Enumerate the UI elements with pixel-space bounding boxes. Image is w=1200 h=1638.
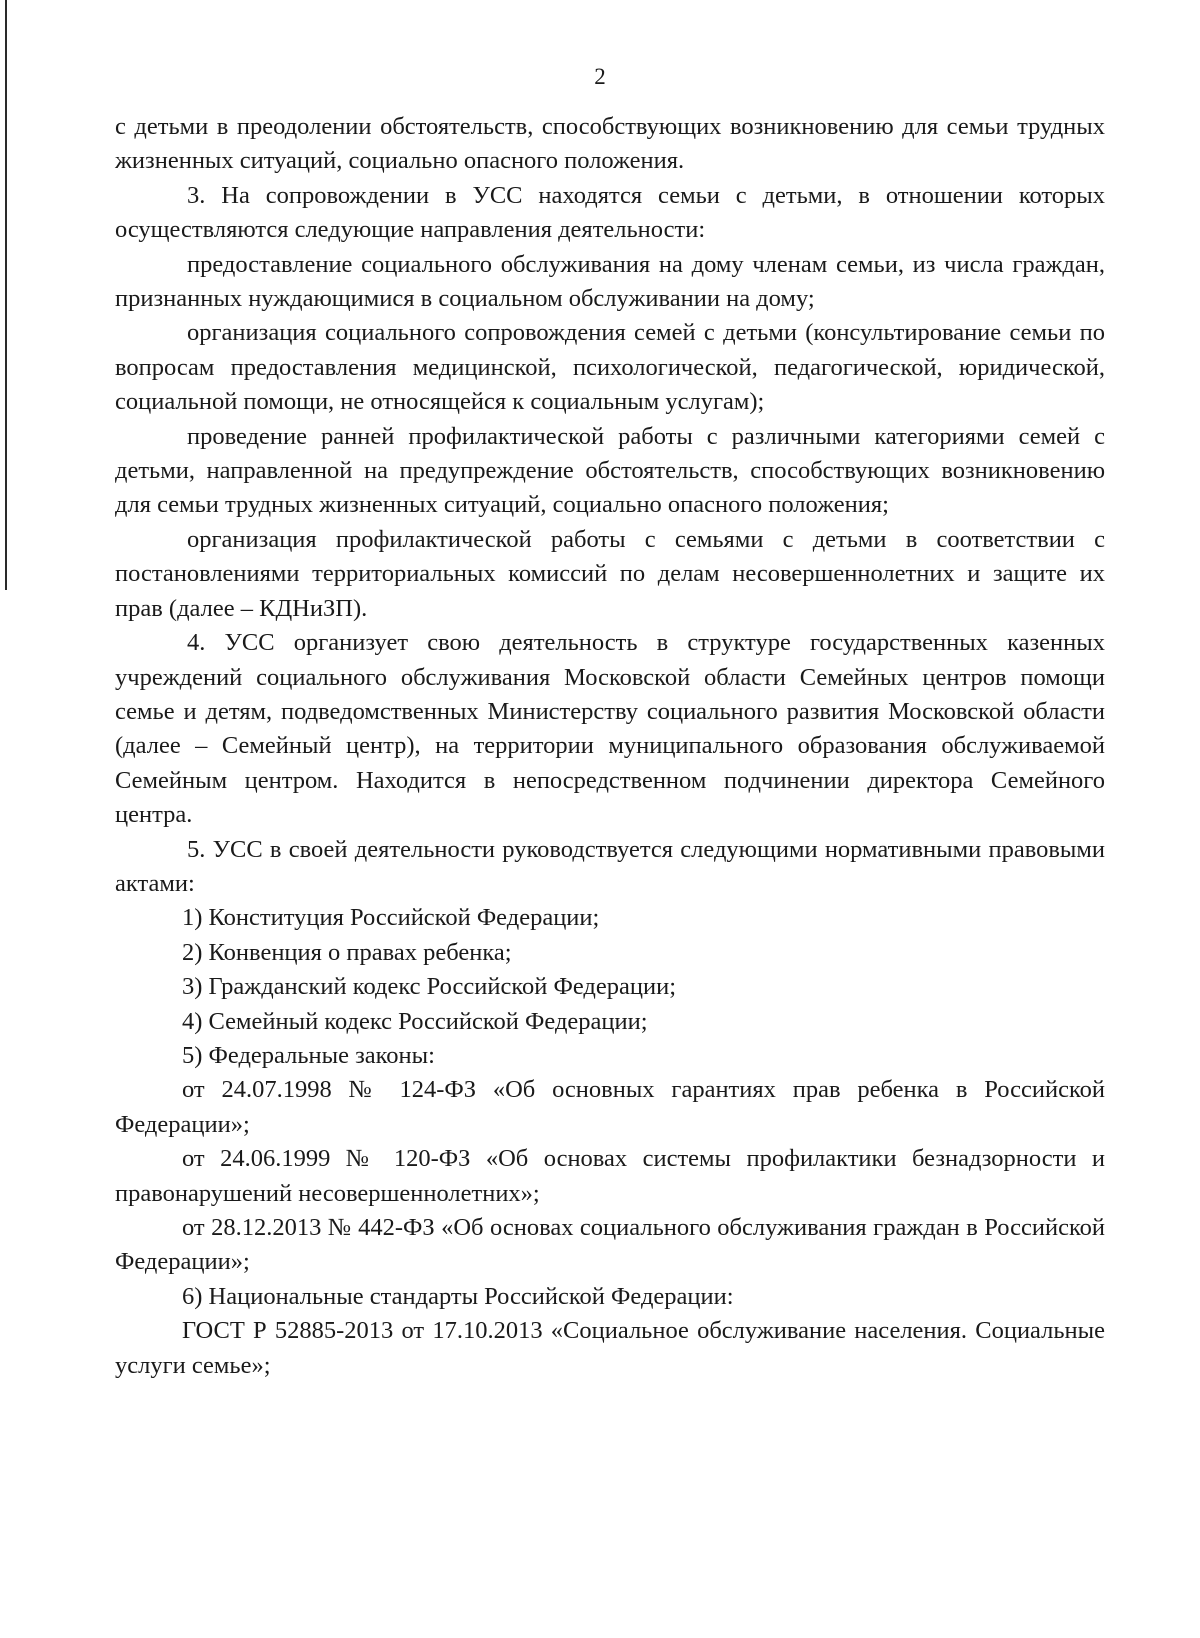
law-124-fz: от 24.07.1998 № 124-ФЗ «Об основных гарантиях прав ребенка в Российской Федерации»; [115,1076,1105,1138]
list-item-national-standards: 6) Национальные стандарты Российской Федерации: [182,1282,734,1310]
paragraph-item-5: 5. УСС в своей деятельности руководствуется следующими нормативными правовыми актами: [115,835,1105,897]
paragraph-item-4: 4. УСС организует свою деятельность в структуре государственных казенных учреждений социального обслуживания Московской области Семейных центров помощи семье и детям, подведомственных Министерству социального развития Московской области (далее – Семейный центр), на территории муниципального образования обслуживаемой Семейным центром. Находится в непосредственном подчинении директора Семейного центра. [115,629,1105,829]
law-120-fz: от 24.06.1999 № 120-ФЗ «Об основах системы профилактики безнадзорности и правонарушений несовершеннолетних»; [115,1145,1105,1207]
list-item-convention: 2) Конвенция о правах ребенка; [182,938,512,966]
paragraph-early-prevention: проведение ранней профилактической работы с различными категориями семей с детьми, направленной на предупреждение обстоятельств, способствующих возникновению для семьи трудных жизненных ситуаций, социально опасного положения; [115,422,1105,519]
list-item-federal-laws: 5) Федеральные законы: [182,1041,435,1069]
list-item-civil-code: 3) Гражданский кодекс Российской Федерации; [182,973,676,1001]
paragraph-item-3: 3. На сопровождении в УСС находятся семьи с детьми, в отношении которых осуществляются следующие направления деятельности: [115,181,1105,244]
paragraph-social-support: организация социального сопровождения семей с детьми (консультирование семьи по вопросам предоставления медицинской, психологической, педагогической, юридической, социальной помощи, не относящейся к социальным услугам); [115,319,1105,416]
paragraph-prevention-work: организация профилактической работы с семьями с детьми в соответствии с постановлениями территориальных комиссий по делам несовершеннолетних и защите их прав (далее – КДНиЗП). [115,525,1105,622]
document-body [115,110,1105,1383]
paragraph-continuation: с детьми в преодолении обстоятельств, способствующих возникновению для семьи трудных жизненных ситуаций, социально опасного положения. [115,113,1105,175]
list-item-family-code: 4) Семейный кодекс Российской Федерации; [182,1007,648,1035]
paragraph-home-service: предоставление социального обслуживания на дому членам семьи, из числа граждан, признанных нуждающимися в социальном обслуживании на дому; [115,250,1105,313]
standard-gost-52885: ГОСТ Р 52885-2013 от 17.10.2013 «Социальное обслуживание населения. Социальные услуги семье»; [115,1317,1105,1379]
page-number: 2 [594,64,606,89]
list-item-constitution: 1) Конституция Российской Федерации; [182,904,600,932]
law-442-fz: от 28.12.2013 № 442-ФЗ «Об основах социального обслуживания граждан в Российской Федерации»; [115,1214,1105,1276]
